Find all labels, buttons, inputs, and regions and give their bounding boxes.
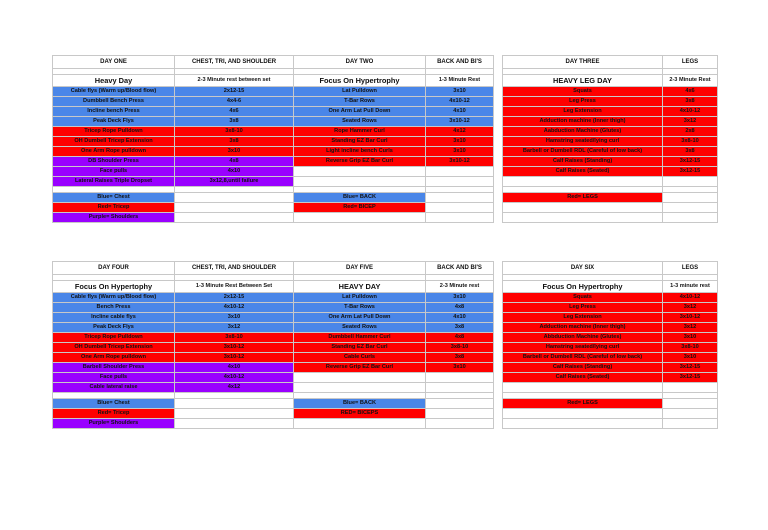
day-label[interactable]: DAY ONE [53, 56, 175, 69]
legend-label[interactable]: Blue= BACK [294, 399, 426, 409]
legend-label[interactable] [503, 409, 663, 419]
sets-reps[interactable]: 3x10 [663, 353, 718, 363]
exercise-row [294, 157, 494, 167]
exercise-row [503, 87, 718, 97]
sets-reps[interactable] [426, 177, 494, 187]
day-block-1 [52, 55, 294, 223]
exercise-row [294, 303, 494, 313]
day-block-3 [502, 55, 718, 223]
exercise-name[interactable] [294, 373, 426, 383]
exercise-name[interactable]: One Arm Rope pulldown [53, 147, 175, 157]
sets-reps[interactable] [663, 383, 718, 393]
legend-row [503, 193, 718, 203]
exercise-name[interactable]: Cable Curls [294, 353, 426, 363]
day-focus[interactable]: BACK AND BI'S [426, 262, 494, 275]
day-label[interactable]: DAY TWO [294, 56, 426, 69]
sets-reps[interactable]: 3x10-12 [426, 157, 494, 167]
sets-reps[interactable]: 3x10 [426, 363, 494, 373]
sets-reps[interactable]: 4x8 [175, 157, 294, 167]
exercise-row [503, 383, 718, 393]
exercise-row [53, 177, 294, 187]
exercise-row [503, 373, 718, 383]
exercise-name[interactable]: Dumbbell Bench Press [53, 97, 175, 107]
exercise-row [503, 107, 718, 117]
sets-reps[interactable]: 3x10 [426, 137, 494, 147]
exercise-row [503, 157, 718, 167]
exercise-row [294, 137, 494, 147]
legend-label[interactable]: RED= BICEPS [294, 409, 426, 419]
exercise-name[interactable]: Calf Raises (Standing) [503, 363, 663, 373]
exercise-name[interactable]: Peak Deck Flys [53, 117, 175, 127]
exercise-name[interactable]: Light incline bench Curls [294, 147, 426, 157]
exercise-row [503, 147, 718, 157]
legend-label[interactable] [294, 213, 426, 223]
day-block-4 [52, 261, 294, 429]
legend-row [53, 409, 294, 419]
sets-reps[interactable]: 4x8 [426, 333, 494, 343]
exercise-row [53, 137, 294, 147]
sets-reps[interactable]: 3x10 [175, 147, 294, 157]
exercise-name[interactable]: Calf Raises (Seated) [503, 167, 663, 177]
exercise-row [294, 127, 494, 137]
sets-reps[interactable]: 4x10 [175, 167, 294, 177]
sets-reps[interactable]: 3x12 [663, 303, 718, 313]
exercise-name[interactable]: Hamstring seated/lying curl [503, 137, 663, 147]
exercise-name[interactable]: Cable lateral raise [53, 383, 175, 393]
exercise-name[interactable]: DB Shoulder Press [53, 157, 175, 167]
sets-reps[interactable]: 3x8 [663, 147, 718, 157]
empty-cell[interactable] [426, 193, 494, 203]
legend-row [503, 409, 718, 419]
legend-row [53, 419, 294, 429]
sets-reps[interactable]: 4x12 [426, 127, 494, 137]
exercise-row [53, 157, 294, 167]
legend-label[interactable]: Red= Tricep [53, 203, 175, 213]
exercise-row [294, 363, 494, 373]
day-block-6 [502, 261, 718, 429]
exercise-name[interactable]: Incline cable flys [53, 313, 175, 323]
legend-row [294, 409, 494, 419]
sets-reps[interactable]: 3x12 [663, 117, 718, 127]
exercise-row [294, 323, 494, 333]
exercise-row [294, 117, 494, 127]
exercise-row [503, 313, 718, 323]
legend-label[interactable]: Purple= Shoulders [53, 213, 175, 223]
exercise-row [53, 87, 294, 97]
exercise-row [53, 97, 294, 107]
day-focus[interactable]: CHEST, TRI, AND SHOULDER [175, 56, 294, 69]
rest-period[interactable]: 2-3 Minute Rest [663, 75, 718, 87]
sets-reps[interactable]: 3x8 [663, 97, 718, 107]
legend-row [53, 213, 294, 223]
exercise-name[interactable]: Lat Pulldown [294, 293, 426, 303]
sets-reps[interactable]: 3x12-15 [663, 167, 718, 177]
exercise-row [503, 363, 718, 373]
empty-cell[interactable] [663, 213, 718, 223]
exercise-name[interactable]: T-Bar Rows [294, 97, 426, 107]
empty-cell[interactable] [663, 409, 718, 419]
legend-label[interactable] [503, 203, 663, 213]
exercise-row [503, 353, 718, 363]
exercise-name[interactable]: Dumbbell Hammer Curl [294, 333, 426, 343]
exercise-row [503, 137, 718, 147]
rest-period[interactable]: 2-3 Minute rest between set [175, 75, 294, 87]
exercise-row [294, 147, 494, 157]
exercise-row [503, 97, 718, 107]
exercise-row [53, 353, 294, 363]
sets-reps[interactable]: 3x10-12 [426, 117, 494, 127]
exercise-name[interactable]: Rope Hammer Curl [294, 127, 426, 137]
legend-label[interactable]: Red= LEGS [503, 399, 663, 409]
day-subtitle[interactable]: HEAVY DAY [294, 281, 426, 293]
legend-label[interactable] [503, 419, 663, 429]
day-subtitle[interactable]: Focus On Hypertrophy [503, 281, 663, 293]
exercise-name[interactable]: Leg Press [503, 97, 663, 107]
exercise-name[interactable]: Squats [503, 293, 663, 303]
exercise-row [503, 293, 718, 303]
legend-row [503, 203, 718, 213]
legend-row [503, 399, 718, 409]
exercise-name[interactable]: One Arm Rope pulldown [53, 353, 175, 363]
empty-cell[interactable] [175, 203, 294, 213]
sets-reps[interactable]: 3x12-15 [663, 363, 718, 373]
legend-row [53, 203, 294, 213]
exercise-name[interactable]: Leg Press [503, 303, 663, 313]
sets-reps[interactable]: 3x8 [426, 353, 494, 363]
exercise-name[interactable]: Leg Extension [503, 313, 663, 323]
sets-reps[interactable]: 4x10-12 [175, 303, 294, 313]
rest-period[interactable]: 1-3 Minute Rest Between Set [175, 281, 294, 293]
day-subtitle[interactable]: Focus On Hypertrophy [294, 75, 426, 87]
exercise-row [294, 353, 494, 363]
exercise-name[interactable]: One Arm Lat Pull Down [294, 107, 426, 117]
exercise-name[interactable]: Lateral Raises Triple Dropset [53, 177, 175, 187]
empty-cell[interactable] [175, 213, 294, 223]
exercise-name[interactable] [294, 167, 426, 177]
exercise-name[interactable]: Leg Extension [503, 107, 663, 117]
legend-row [53, 399, 294, 409]
exercise-row [53, 117, 294, 127]
empty-cell[interactable] [663, 203, 718, 213]
exercise-name[interactable]: Face pulls [53, 373, 175, 383]
sets-reps[interactable]: 4x10 [426, 107, 494, 117]
exercise-row [53, 127, 294, 137]
exercise-name[interactable]: Adduction machine (Inner thigh) [503, 323, 663, 333]
sets-reps[interactable]: 4x10-12 [663, 293, 718, 303]
empty-cell[interactable] [426, 419, 494, 429]
exercise-name[interactable]: Lat Pulldown [294, 87, 426, 97]
exercise-name[interactable]: Adduction machine (Inner thigh) [503, 117, 663, 127]
exercise-name[interactable]: T-Bar Rows [294, 303, 426, 313]
empty-cell[interactable] [175, 193, 294, 203]
exercise-name[interactable]: Squats [503, 87, 663, 97]
legend-label[interactable]: Blue= BACK [294, 193, 426, 203]
legend-label[interactable]: Purple= Shoulders [53, 419, 175, 429]
sets-reps[interactable]: 4x8 [426, 303, 494, 313]
exercise-row [294, 107, 494, 117]
sets-reps[interactable]: 3x12,8,until failure [175, 177, 294, 187]
exercise-name[interactable]: Tricep Rope Pulldown [53, 333, 175, 343]
exercise-row [503, 127, 718, 137]
sets-reps[interactable]: 2x12-15 [175, 293, 294, 303]
exercise-name[interactable]: Standing EZ Bar Curl [294, 137, 426, 147]
exercise-name[interactable]: Reverse Grip EZ Bar Curl [294, 363, 426, 373]
legend-row [294, 399, 494, 409]
exercise-row [294, 343, 494, 353]
legend-label[interactable] [503, 213, 663, 223]
exercise-row [294, 177, 494, 187]
exercise-name[interactable]: Incline bench Press [53, 107, 175, 117]
exercise-row [53, 107, 294, 117]
exercise-row [294, 373, 494, 383]
exercise-name[interactable]: Face pulls [53, 167, 175, 177]
legend-label[interactable]: Red= LEGS [503, 193, 663, 203]
sets-reps[interactable]: 3x10 [663, 333, 718, 343]
exercise-name[interactable]: Barbell or Dumbell RDL (Careful of low back) [503, 147, 663, 157]
exercise-name[interactable]: Barbell or Dumbell RDL (Careful of low back) [503, 353, 663, 363]
exercise-row [53, 303, 294, 313]
sets-reps[interactable]: 3x10 [175, 313, 294, 323]
sets-reps[interactable]: 3x8-10 [175, 127, 294, 137]
sets-reps[interactable]: 3x10-12 [175, 343, 294, 353]
day-focus[interactable]: CHEST, TRI, AND SHOULDER [175, 262, 294, 275]
exercise-name[interactable]: Bench Press [53, 303, 175, 313]
legend-label[interactable]: Red= BICEP [294, 203, 426, 213]
exercise-name[interactable]: Standing EZ Bar Curl [294, 343, 426, 353]
sets-reps[interactable]: 4x4-6 [175, 97, 294, 107]
exercise-row [503, 333, 718, 343]
exercise-name[interactable]: One Arm Lat Pull Down [294, 313, 426, 323]
legend-label[interactable]: Blue= Chest [53, 193, 175, 203]
exercise-row [503, 167, 718, 177]
sets-reps[interactable]: 3x10 [426, 147, 494, 157]
empty-cell[interactable] [663, 193, 718, 203]
day-block-5 [293, 261, 494, 429]
exercise-name[interactable]: OH Dumbell Tricep Extension [53, 343, 175, 353]
sets-reps[interactable]: 2x8 [663, 127, 718, 137]
day-focus[interactable]: LEGS [663, 56, 718, 69]
sets-reps[interactable]: 3x8-10 [426, 343, 494, 353]
exercise-row [503, 343, 718, 353]
exercise-row [53, 383, 294, 393]
legend-row [53, 193, 294, 203]
exercise-row [53, 343, 294, 353]
exercise-row [53, 323, 294, 333]
empty-cell[interactable] [426, 409, 494, 419]
exercise-row [53, 363, 294, 373]
empty-cell[interactable] [426, 213, 494, 223]
day-label[interactable]: DAY FOUR [53, 262, 175, 275]
exercise-row [53, 373, 294, 383]
sets-reps[interactable]: 3x10 [426, 87, 494, 97]
exercise-row [294, 383, 494, 393]
empty-cell[interactable] [663, 419, 718, 429]
day-label[interactable]: DAY SIX [503, 262, 663, 275]
exercise-row [503, 177, 718, 187]
empty-cell[interactable] [175, 399, 294, 409]
empty-cell[interactable] [426, 399, 494, 409]
sets-reps[interactable] [426, 373, 494, 383]
sets-reps[interactable]: 4x6 [175, 107, 294, 117]
sets-reps[interactable]: 3x8-10 [175, 333, 294, 343]
day-subtitle[interactable]: Focus On Hypertophy [53, 281, 175, 293]
legend-label[interactable] [294, 419, 426, 429]
exercise-row [503, 303, 718, 313]
sets-reps[interactable]: 3x10-12 [175, 353, 294, 363]
exercise-row [53, 147, 294, 157]
sets-reps[interactable]: 3x12-15 [663, 373, 718, 383]
exercise-row [53, 313, 294, 323]
sets-reps[interactable]: 3x12-15 [663, 157, 718, 167]
exercise-row [294, 167, 494, 177]
rest-period[interactable]: 1-3 minute rest [663, 281, 718, 293]
empty-cell[interactable] [663, 399, 718, 409]
legend-row [294, 203, 494, 213]
exercise-row [53, 167, 294, 177]
exercise-name[interactable]: Seated Rows [294, 117, 426, 127]
legend-row [294, 419, 494, 429]
workout-spreadsheet [52, 55, 717, 465]
sets-reps[interactable] [426, 383, 494, 393]
rest-period[interactable]: 2-3 Minute rest [426, 281, 494, 293]
exercise-name[interactable]: Cable flys (Warm up/Blood flow) [53, 87, 175, 97]
sets-reps[interactable]: 4x10-12 [663, 107, 718, 117]
legend-row [503, 419, 718, 429]
exercise-name[interactable] [294, 383, 426, 393]
exercise-name[interactable]: OH Dumbell Tricep Extension [53, 137, 175, 147]
exercise-row [294, 313, 494, 323]
sets-reps[interactable]: 3x8-10 [663, 137, 718, 147]
legend-row [503, 213, 718, 223]
day-label[interactable]: DAY THREE [503, 56, 663, 69]
sets-reps[interactable]: 3x12 [663, 323, 718, 333]
day-block-2 [293, 55, 494, 223]
sets-reps[interactable] [663, 177, 718, 187]
exercise-name[interactable] [503, 383, 663, 393]
exercise-name[interactable] [503, 177, 663, 187]
exercise-row [53, 293, 294, 303]
sets-reps[interactable]: 3x12 [175, 323, 294, 333]
empty-cell[interactable] [175, 419, 294, 429]
exercise-name[interactable]: Cable flys (Warm up/Blood flow) [53, 293, 175, 303]
legend-label[interactable]: Blue= Chest [53, 399, 175, 409]
sets-reps[interactable] [426, 167, 494, 177]
day-subtitle[interactable]: Heavy Day [53, 75, 175, 87]
sets-reps[interactable]: 3x8 [175, 137, 294, 147]
sets-reps[interactable]: 4x10 [426, 313, 494, 323]
day-focus[interactable]: BACK AND BI'S [426, 56, 494, 69]
exercise-row [294, 87, 494, 97]
sets-reps[interactable]: 3x8-10 [663, 343, 718, 353]
sets-reps[interactable]: 4x12 [175, 383, 294, 393]
sets-reps[interactable]: 4x10 [175, 363, 294, 373]
sets-reps[interactable]: 3x10-12 [663, 313, 718, 323]
day-subtitle[interactable]: HEAVY LEG DAY [503, 75, 663, 87]
sets-reps[interactable]: 3x8 [175, 117, 294, 127]
sets-reps[interactable]: 4x10-12 [426, 97, 494, 107]
exercise-name[interactable]: Reverse Grip EZ Bar Curl [294, 157, 426, 167]
exercise-row [294, 293, 494, 303]
exercise-name[interactable]: Seated Rows [294, 323, 426, 333]
empty-cell[interactable] [426, 203, 494, 213]
legend-row [294, 213, 494, 223]
sets-reps[interactable]: 2x12-15 [175, 87, 294, 97]
exercise-row [294, 333, 494, 343]
sets-reps[interactable]: 4x10-12 [175, 373, 294, 383]
sets-reps[interactable]: 3x8 [426, 323, 494, 333]
exercise-row [503, 117, 718, 127]
rest-period[interactable]: 1-3 Minute Rest [426, 75, 494, 87]
exercise-name[interactable]: Calf Raises (Standing) [503, 157, 663, 167]
exercise-name[interactable]: Barbell Shoulder Press [53, 363, 175, 373]
exercise-name[interactable]: Calf Raises (Seated) [503, 373, 663, 383]
exercise-row [503, 323, 718, 333]
exercise-row [294, 97, 494, 107]
exercise-name[interactable] [294, 177, 426, 187]
exercise-row [53, 333, 294, 343]
empty-cell[interactable] [175, 409, 294, 419]
exercise-name[interactable]: Peak Deck Flys [53, 323, 175, 333]
exercise-name[interactable]: Aabduction Machine (Glutes) [503, 127, 663, 137]
legend-row [294, 193, 494, 203]
legend-label[interactable]: Red= Tricep [53, 409, 175, 419]
exercise-name[interactable]: Tricep Rope Pulldown [53, 127, 175, 137]
exercise-name[interactable]: Abbduction Machine (Glutes) [503, 333, 663, 343]
exercise-name[interactable]: Hamstring seated/lying curl [503, 343, 663, 353]
day-focus[interactable]: LEGS [663, 262, 718, 275]
sets-reps[interactable]: 4x6 [663, 87, 718, 97]
sets-reps[interactable]: 3x10 [426, 293, 494, 303]
day-label[interactable]: DAY FIVE [294, 262, 426, 275]
